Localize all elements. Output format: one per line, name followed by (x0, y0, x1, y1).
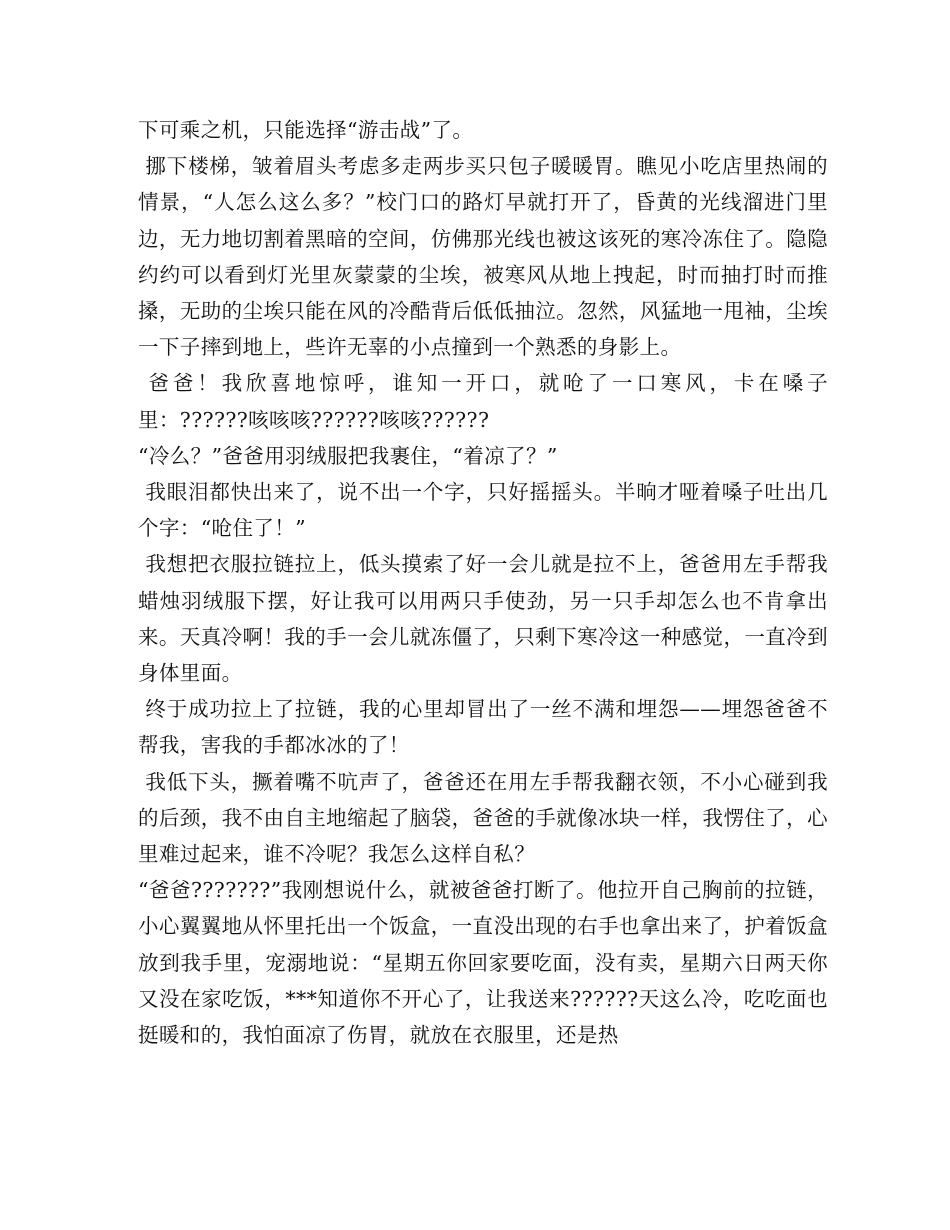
paragraph-4: “冷么？”爸爸用羽绒服把我裹住，“着凉了？” (138, 443, 558, 468)
paragraph-9: “爸爸???????”我刚想说什么，就被爸爸打断了。他拉开自己胸前的拉链，小心翼翼地从怀里托出一个饭盒，一直没出现的右手也拿出来了，护着饭盒放到我手里，宠溺地说：“星期五你回家要吃面，没有卖，星期六日两天你又没在家吃饭，***知道你不开心了，让我送来??????天这么冷，吃吃面也挺暖和的，我怕面凉了伤胃，就放在衣服里，还是热 (138, 878, 828, 1048)
paragraph-5: 我眼泪都快出来了，说不出一个字，只好摇摇头。半晌才哑着嗓子吐出几个字：“呛住了！” (138, 480, 828, 541)
paragraph-8: 我低下头，撅着嘴不吭声了，爸爸还在用左手帮我翻衣领，不小心碰到我的后颈，我不由自主地缩起了脑袋，爸爸的手就像冰块一样，我愣住了，心里难过起来，谁不冷呢？我怎么这样自私？ (138, 769, 828, 867)
paragraph-1: 下可乘之机，只能选择“游击战”了。 (138, 118, 474, 142)
document-body (138, 112, 828, 1053)
paragraph-7: 终于成功拉上了拉链，我的心里却冒出了一丝不满和埋怨——埋怨爸爸不帮我，害我的手都冰冰的了！ (138, 697, 828, 758)
paragraph-2: 挪下楼梯，皱着眉头考虑多走两步买只包子暖暖胃。瞧见小吃店里热闹的情景，“人怎么这么多？”校门口的路灯早就打开了，昏黄的光线溜进门里边，无力地切割着黑暗的空间，仿佛那光线也被这该死的寒冷冻住了。隐隐约约可以看到灯光里灰蒙蒙的尘埃，被寒风从地上拽起，时而抽打时而推搡，无助的尘埃只能在风的冷酷背后低低抽泣。忽然，风猛地一甩袖，尘埃一下子摔到地上，些许无辜的小点撞到一个熟悉的身影上。 (138, 154, 828, 360)
paragraph-3: 爸爸！我欣喜地惊呼，谁知一开口，就呛了一口寒风，卡在嗓子里：??????咳咳咳??????咳咳?????? (138, 371, 828, 432)
paragraph-6: 我想把衣服拉链拉上，低头摸索了好一会儿就是拉不上，爸爸用左手帮我蜡烛羽绒服下摆，好让我可以用两只手使劲，另一只手却怎么也不肯拿出来。天真冷啊！我的手一会儿就冻僵了，只剩下寒冷这一种感觉，一直冷到身体里面。 (138, 552, 828, 686)
